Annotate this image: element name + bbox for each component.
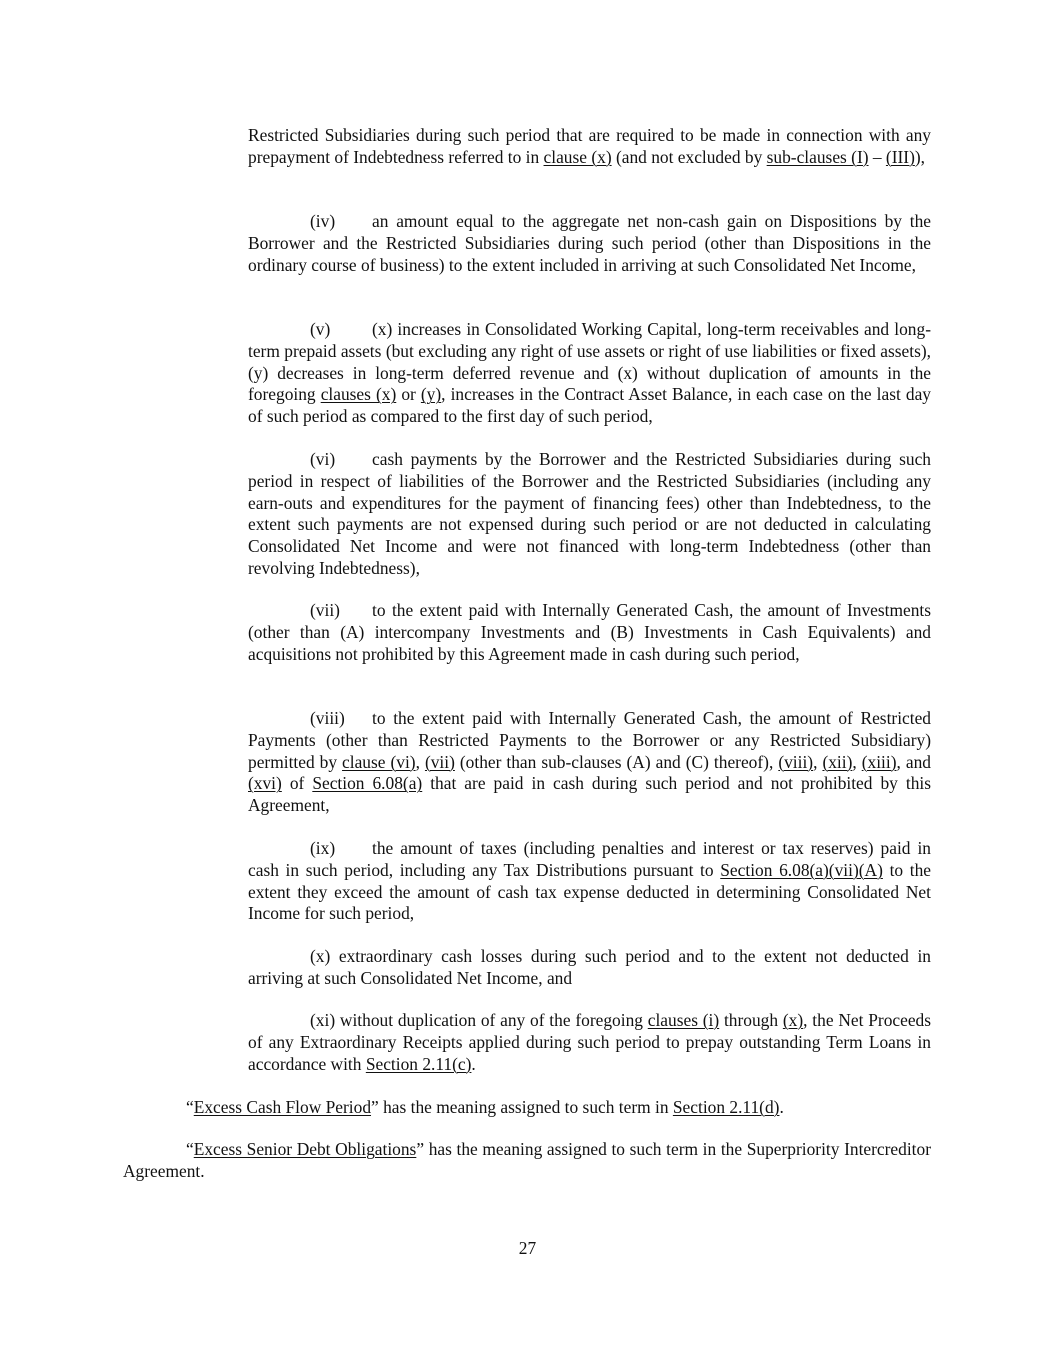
text-run: , increases in the Contract Asset Balance, in each case on the last day of such period as compared to the first day of such period,: [248, 384, 931, 427]
clause-text: cash payments by the Borrower and the Restricted Subsidiaries during such period in respect of liabilities of the Borrower and the Restricted Subsidiaries (including any earn-outs and expenditures for the payment of financing fees) other than Indebtedness, to the extent such payments are not expensed during such period or are not deducted in calculating Consolidated Net Income and were not financed with long-term Indebtedness (other than revolving Indebtedness),: [248, 449, 931, 578]
clause-vii: [248, 600, 931, 665]
cross-reference: sub-clauses (I): [766, 146, 869, 167]
clause-number: (vi): [310, 449, 336, 469]
clause-number: (vii): [310, 600, 340, 620]
clause-ix: [248, 838, 931, 925]
text-run: “: [186, 1097, 194, 1117]
cross-reference: clauses (i): [647, 1010, 720, 1030]
page-number: 27: [518, 1238, 537, 1258]
cross-reference: (vii): [424, 751, 455, 772]
text-run: (and not excluded by: [611, 146, 767, 167]
text-run: ” has the meaning assigned to such term in: [371, 1097, 673, 1117]
cross-reference: (xii): [822, 751, 853, 772]
clause-text: to the extent paid with Internally Generated Cash, the amount of Investments (other than (A) intercompany Investments and (B) Investments in Cash Equivalents) and acquisitions not prohibited by this Agreement made in cash during such period,: [248, 600, 931, 664]
text-run: , and: [896, 751, 931, 772]
cross-reference: (viii): [778, 751, 814, 772]
text-run: through: [719, 1010, 783, 1030]
cross-reference: (III): [885, 146, 915, 167]
cross-reference: (xiii): [861, 751, 897, 772]
clause-v: [248, 319, 931, 428]
text-run: of: [281, 773, 313, 794]
cross-reference: (xvi): [248, 773, 282, 794]
text-run: (other than sub-clauses (A) and (C) thereof),: [454, 751, 779, 772]
text-run: .: [471, 1053, 476, 1074]
clause-text: (x) extraordinary cash losses during such period and to the extent not deducted in arriving at such Consolidated Net Income, and: [248, 946, 931, 988]
defined-term: Excess Cash Flow Period: [193, 1097, 372, 1117]
clause-x: [248, 946, 931, 990]
clause-number: (ix): [310, 838, 336, 858]
carryover-paragraph: [248, 125, 931, 169]
text-run: “: [186, 1139, 194, 1159]
clause-iv: [248, 211, 931, 276]
text-run: to the extent they exceed the amount of cash tax expense deducted in determining Consolidated Net Income for such period,: [248, 859, 932, 924]
text-run: –: [868, 146, 886, 167]
text-run: ,: [852, 751, 862, 772]
cross-reference: clause (x): [543, 146, 612, 167]
clause-number: (viii): [310, 708, 345, 728]
text-run: that are paid in cash during such period and not prohibited by this Agreement,: [248, 773, 931, 816]
text-run: ,: [415, 751, 425, 772]
text-run: .: [779, 1097, 784, 1117]
cross-reference: clauses (x): [320, 384, 397, 405]
clause-number: (iv): [310, 211, 336, 231]
text-run: or: [396, 384, 421, 405]
cross-reference: (y): [420, 384, 442, 405]
text-run: (x) increases in Consolidated Working Capital, long-term receivables and long-term prepaid assets (but excluding any right of use assets or right of use liabilities or fixed assets), (y) decreases in long-term deferred revenue and (x) without duplication of amounts in the foregoing: [248, 319, 931, 405]
cross-reference: Section 6.08(a): [312, 773, 423, 794]
cross-reference: Section 2.11(d): [672, 1097, 780, 1117]
clause-text: an amount equal to the aggregate net non-cash gain on Dispositions by the Borrower and the Restricted Subsidiaries during such period (other than Dispositions in the ordinary course of business) to the extent included in arriving at such Consolidated Net Income,: [248, 211, 931, 275]
text-run: the amount of taxes (including penalties and interest or tax reserves) paid in cash in such period, including any Tax Distributions pursuant to: [248, 838, 931, 880]
clause-number: (v): [310, 319, 331, 339]
text-run: , the Net Proceeds of any Extraordinary Receipts applied during such period to prepay outstanding Term Loans in accordance with: [248, 1010, 932, 1074]
clause-viii: [248, 708, 931, 817]
definition-excess-senior-debt-obligations: [123, 1139, 931, 1183]
defined-term: Excess Senior Debt Obligations: [193, 1139, 417, 1159]
cross-reference: (x): [782, 1010, 804, 1030]
clause-xi: [248, 1010, 931, 1075]
text-run: Restricted Subsidiaries during such period that are required to be made in connection with any prepayment of Indebtedness referred to in: [248, 125, 931, 167]
text-run: ),: [914, 146, 926, 167]
cross-reference: clause (vi): [342, 751, 416, 772]
text-run: ,: [813, 751, 823, 772]
text-run: to the extent paid with Internally Generated Cash, the amount of Restricted Payments (other than Restricted Payments to the Borrower or any Restricted Subsidiary) permitted by: [248, 708, 931, 772]
text-run: ” has the meaning assigned to such term in the Superpriority Intercreditor Agreement.: [123, 1139, 931, 1181]
text-run: (xi) without duplication of any of the foregoing: [310, 1010, 648, 1030]
definition-excess-cash-flow-period: [123, 1097, 931, 1119]
cross-reference: Section 2.11(c): [365, 1053, 472, 1074]
clause-vi: [248, 449, 931, 580]
cross-reference: Section 6.08(a)(vii)(A): [720, 859, 883, 880]
